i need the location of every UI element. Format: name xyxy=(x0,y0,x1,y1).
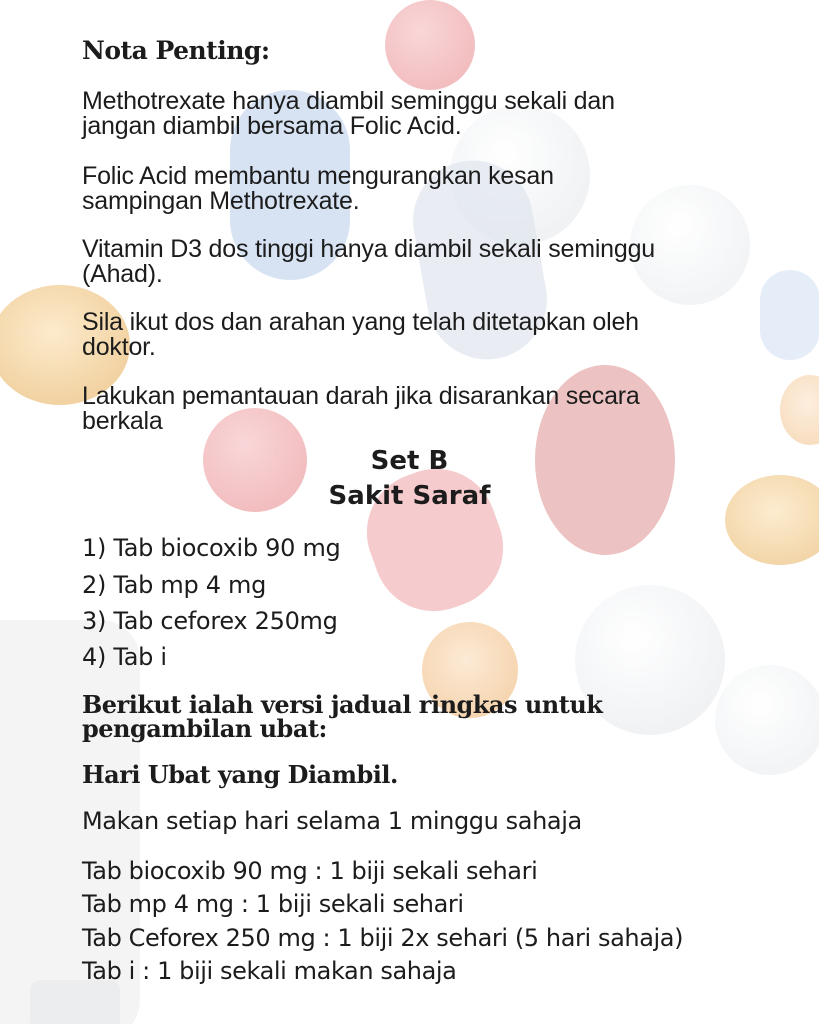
schedule-line: Tab i : 1 biji sekali makan sahaja xyxy=(82,957,457,985)
nota-line: Methotrexate hanya diambil seminggu sekali dan xyxy=(82,87,615,115)
list-item: 3) Tab ceforex 250mg xyxy=(82,607,338,635)
schedule-intro: Berikut ialah versi jadual ringkas untuk xyxy=(82,690,603,719)
nota-line: Folic Acid membantu mengurangkan kesan xyxy=(82,162,554,190)
schedule-heading: Hari Ubat yang Diambil. xyxy=(82,760,398,789)
schedule-line: Tab Ceforex 250 mg : 1 biji 2x sehari (5 hari sahaja) xyxy=(82,924,684,952)
nota-line: Lakukan pemantauan darah jika disarankan secara xyxy=(82,382,640,410)
nota-line: Sila ikut dos dan arahan yang telah ditetapkan oleh xyxy=(82,308,639,336)
list-item: 4) Tab i xyxy=(82,643,167,671)
nota-line: doktor. xyxy=(82,333,156,361)
list-item: 2) Tab mp 4 mg xyxy=(82,571,267,599)
nota-line: (Ahad). xyxy=(82,260,163,288)
list-item: 1) Tab biocoxib 90 mg xyxy=(82,534,341,562)
schedule-line: Tab mp 4 mg : 1 biji sekali sehari xyxy=(82,890,464,918)
nota-line: Vitamin D3 dos tinggi hanya diambil sekali seminggu xyxy=(82,235,655,263)
schedule-line: Tab biocoxib 90 mg : 1 biji sekali sehari xyxy=(82,857,538,885)
nota-line: jangan diambil bersama Folic Acid. xyxy=(82,112,462,140)
set-title: Set B xyxy=(370,446,449,476)
nota-line: sampingan Methotrexate. xyxy=(82,187,360,215)
nota-line: berkala xyxy=(82,407,163,435)
schedule-note: Makan setiap hari selama 1 minggu sahaja xyxy=(82,807,582,835)
nota-heading: Nota Penting: xyxy=(82,36,270,65)
set-subtitle: Sakit Saraf xyxy=(328,481,491,511)
schedule-intro: pengambilan ubat: xyxy=(82,714,327,743)
